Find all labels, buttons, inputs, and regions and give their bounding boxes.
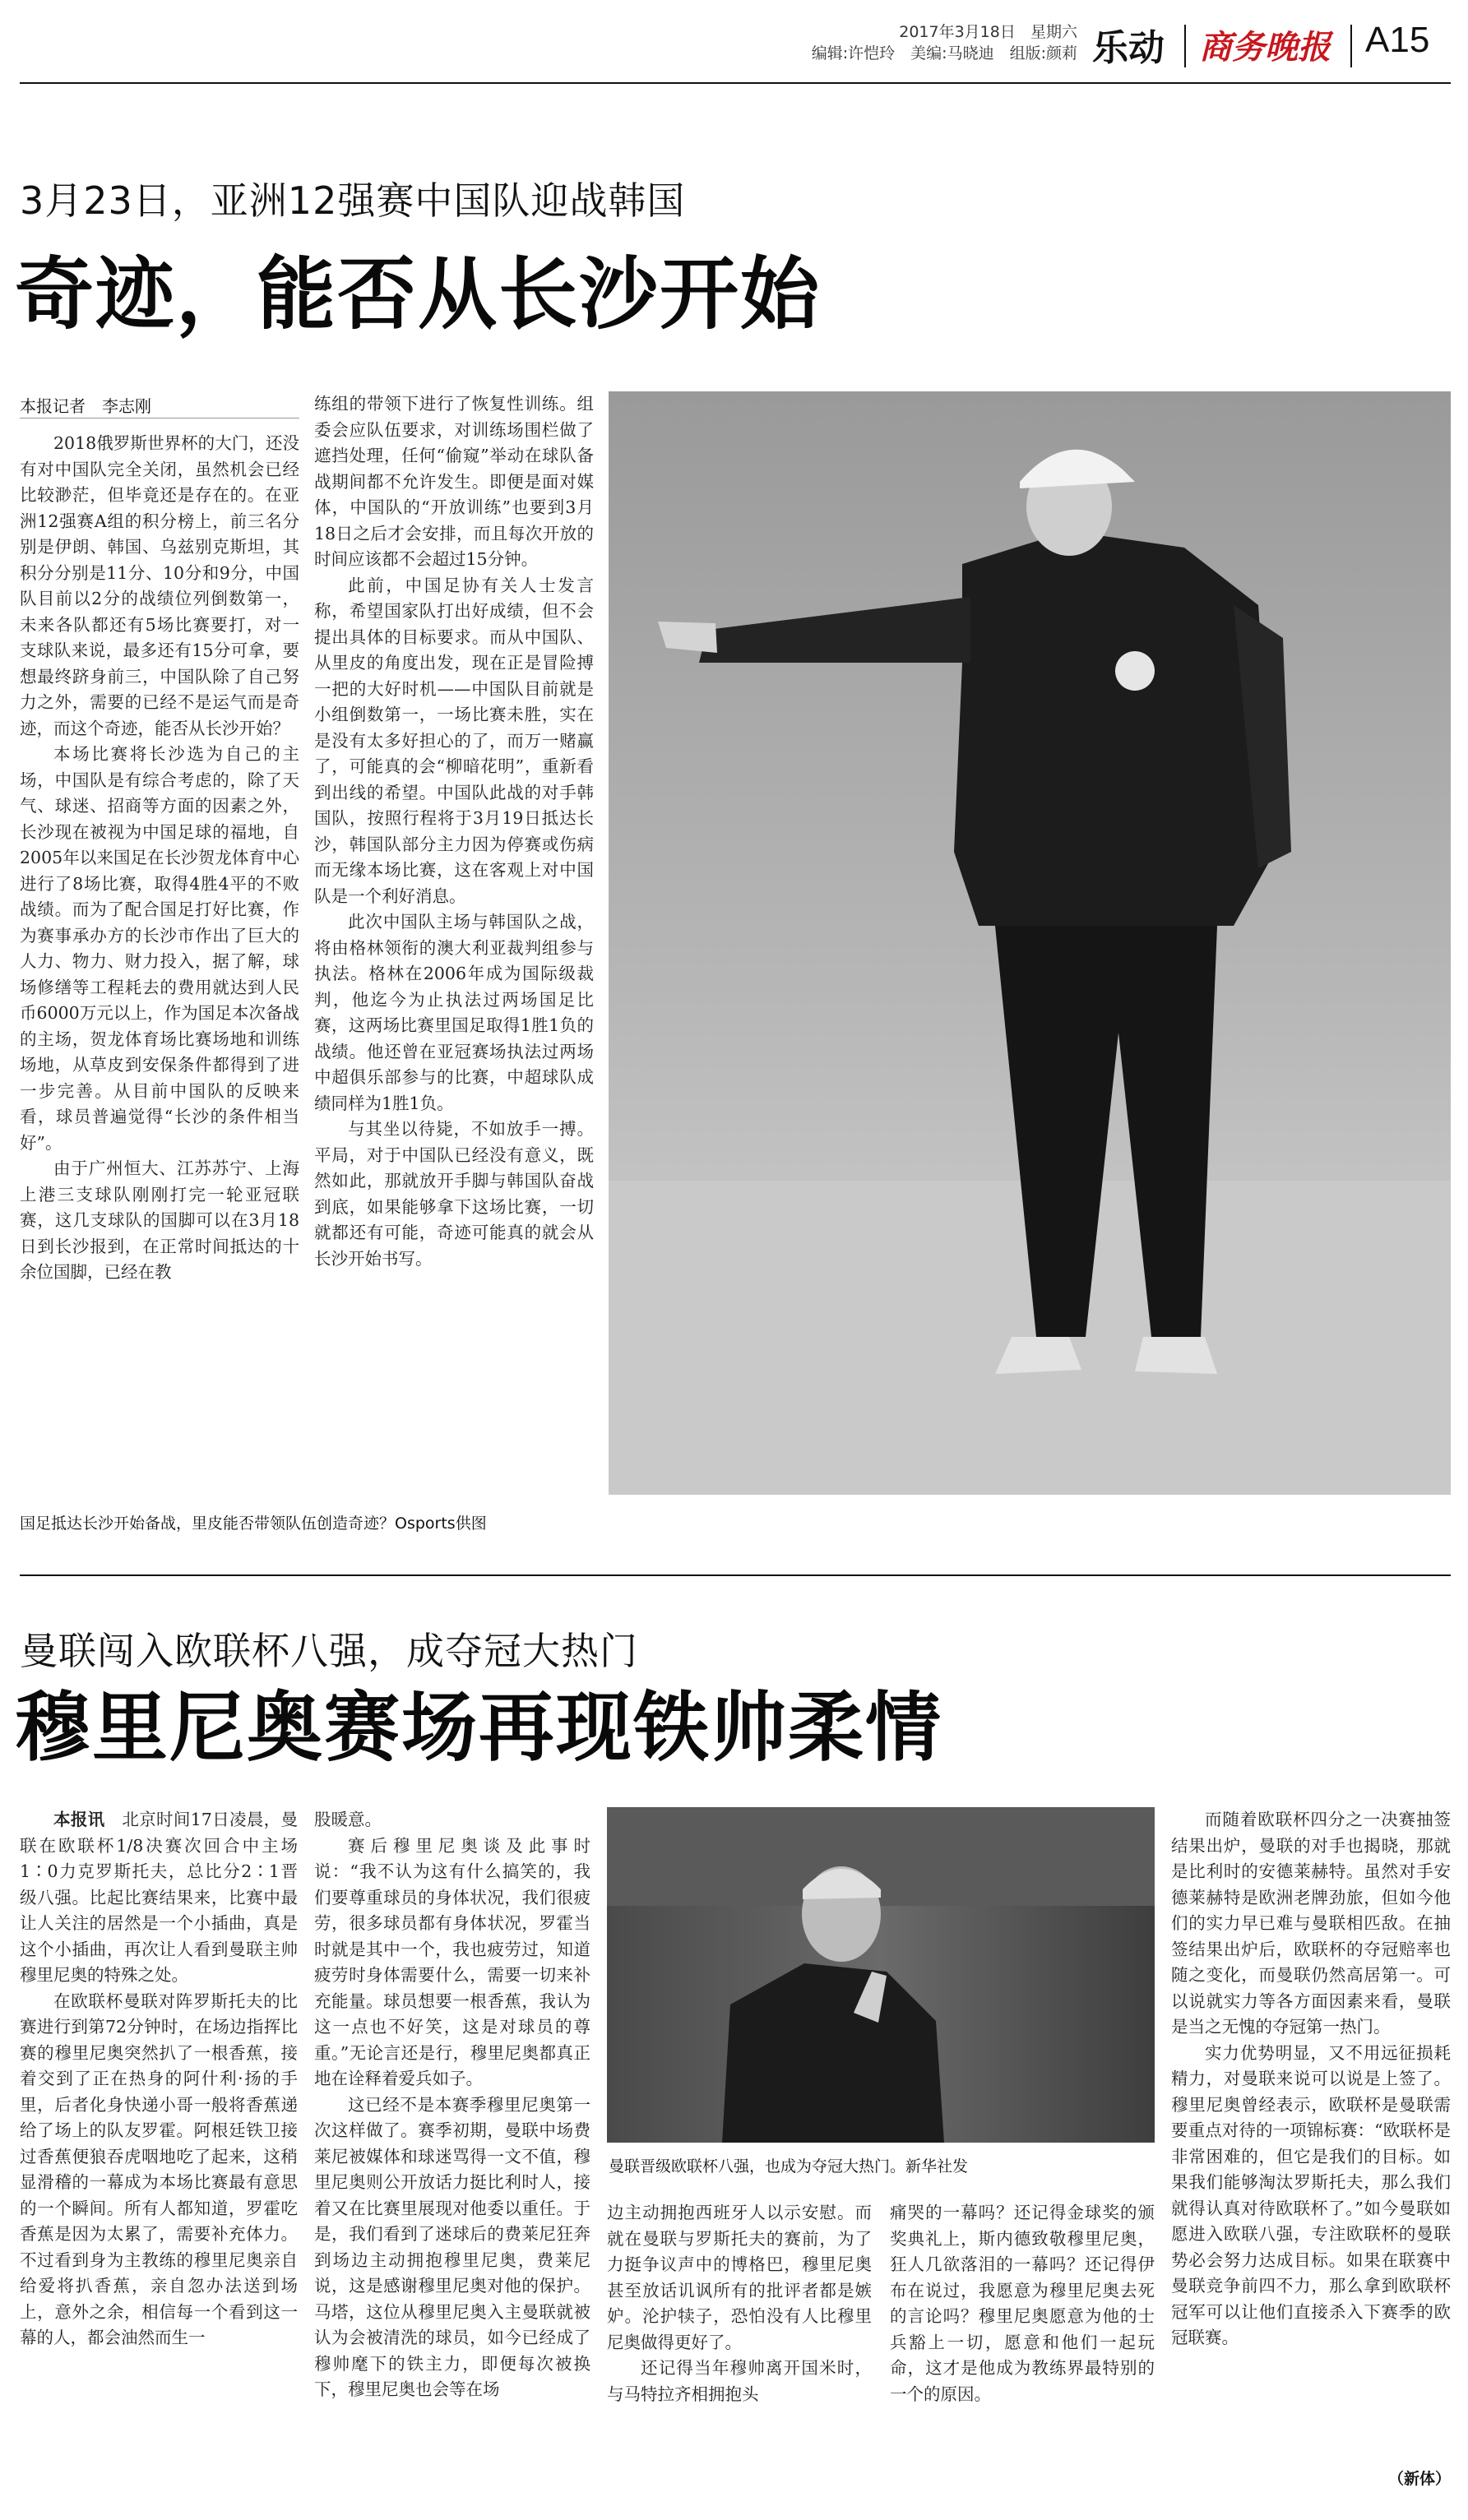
paragraph: 这已经不是本赛季穆里尼奥第一次这样做了。赛季初期，曼联中场费莱尼被媒体和球迷骂得一文不值，穆里尼奥则公开放话力挺比利时人，接着又在比赛里展现对他委以重任。于是，我们看到了迷球后的费莱尼狂奔到场边主动拥抱穆里尼奥，费莱尼说，这是感谢穆里尼奥对他的保护。马塔，这位从穆里尼奥入主曼联就被认为会被清洗的球员，如今已经成了穆帅麾下的铁主力，即便每次被换下，穆里尼奥也会等在场 <box>314 2094 590 2399</box>
issue-date: 2017年3月18日 <box>899 23 1016 41</box>
article2-column-4 <box>890 2200 1155 2407</box>
article1-column-2 <box>314 391 594 1272</box>
paragraph: 由于广州恒大、江苏苏宁、上海上港三支球队刚刚打完一轮亚冠联赛，这几支球队的国脚可以在3月18日到长沙报到，在正常时间抵达的十余位国脚，已经在教 <box>20 1158 299 1282</box>
paragraph: 此前，中国足协有关人士发言称，希望国家队打出好成绩，但不会提出具体的目标要求。而从中国队、从里皮的角度出发，现在正是冒险搏一把的大好时机——中国队目前就是小组倒数第一，一场比赛未胜，实在是没有太多好担心的了，而万一赌赢了，可能真的会“柳暗花明”，重新看到出线的希望。中国队此战的对手韩国队，按照行程将于3月19日抵达长沙，韩国队部分主力因为停赛或伤病而无缘本场比赛，这在客观上对中国队是一个利好消息。 <box>314 575 594 906</box>
article2-kicker: 曼联闯入欧联杯八强，成夺冠大热门 <box>20 1629 638 1673</box>
article2-credit: （新体） <box>1387 2470 1451 2488</box>
paragraph: 还记得当年穆帅离开国米时，与马特拉齐相拥抱头 <box>607 2358 872 2404</box>
paragraph: 本场比赛将长沙选为自己的主场，中国队是有综合考虑的，除了天气、球迷、招商等方面的因素之外，长沙现在被视为中国足球的福地，自2005年以来国足在长沙贺龙体育中心进行了8场比赛，取得4胜4平的不败战绩。而为了配合国足打好比赛，作为赛事承办方的长沙市作出了巨大的人力、物力、财力投入，据了解，球场修缮等工程耗去的费用就达到人民币6000万元以上，作为国足本次备战的主场，贺龙体育场比赛场地和训练场地，从草皮到安保条件都得到了进一步完善。从目前中国队的反映来看，球员普遍觉得“长沙的条件相当好”。 <box>20 744 299 1153</box>
lead-text: 北京时间17日凌晨，曼联在欧联杯1/8决赛次回合中主场1∶0力克罗斯托夫，总比分2∶1晋级八强。比起比赛结果来，比赛中最让人关注的居然是一个小插曲，真是这个小插曲，再次让人看到曼联主帅穆里尼奥的特殊之处。 <box>20 1810 299 1985</box>
section-name: 乐动 <box>1092 27 1165 69</box>
section-rule <box>20 1574 1451 1576</box>
paragraph: 痛哭的一幕吗？还记得金球奖的颁奖典礼上，斯内德致敬穆里尼奥，狂人几欲落泪的一幕吗？还记得伊布在说过，我愿意为穆里尼奥去死的言论吗？穆里尼奥愿意为他的士兵豁上一切，愿意和他们一起玩命，这才是他成为教练界最特别的一个的原因。 <box>890 2203 1155 2404</box>
mourinho-photo-image <box>607 1807 1155 2143</box>
header-divider <box>1350 25 1352 67</box>
article1-byline: 本报记者 李志刚 <box>20 396 151 416</box>
header-divider <box>1184 25 1186 67</box>
paragraph: 股暖意。 <box>314 1810 382 1829</box>
mourinho-photo-caption: 曼联晋级欧联杯八强，也成为夺冠大热门。新华社发 <box>609 2157 969 2176</box>
paragraph: 而随着欧联杯四分之一决赛抽签结果出炉，曼联的对手也揭晓，那就是比利时的安德莱赫特。虽然对手安德莱赫特是欧洲老牌劲旅，但如今他们的实力早已难与曼联相匹敌。在抽签结果出炉后，欧联杯的夺冠赔率也随之变化，而曼联仍然高居第一。可以说就实力等各方面因素来看，曼联是当之无愧的夺冠第一热门。 <box>1171 1810 1451 2037</box>
article2-column-3 <box>607 2200 872 2407</box>
header-rule <box>20 82 1451 84</box>
header-meta <box>781 21 1077 64</box>
coach-photo-image <box>609 391 1451 1495</box>
page-number: A15 <box>1365 20 1430 60</box>
paragraph: 边主动拥抱西班牙人以示安慰。而就在曼联与罗斯托夫的赛前，为了力挺争议声中的博格巴，穆里尼奥甚至放话讥讽所有的批评者都是嫉妒。沦护犊子，恐怕没有人比穆里尼奥做得更好了。 <box>607 2203 872 2352</box>
article1-column-1 <box>20 431 299 1286</box>
paragraph: 赛后穆里尼奥谈及此事时说：“我不认为这有什么搞笑的，我们要尊重球员的身体状况，我们很疲劳，很多球员都有身体状况，罗霍当时就是其中一个，我也疲劳过，知道疲劳时身体需要什么，需要一切来补充能量。球员想要一根香蕉，我认为这一点也不好笑，这是对球员的尊重。”无论言还是行，穆里尼奥都真正地在诠释着爱兵如子。 <box>314 1835 590 2088</box>
paragraph: 此次中国队主场与韩国队之战，将由格林领衔的澳大利亚裁判组参与执法。格林在2006年成为国际级裁判，他迄今为止执法过两场国足比赛，这两场比赛里国足取得1胜1负的战绩。他还曾在亚冠赛场执法过两场中超俱乐部参与的比赛，中超球队成绩同样为1胜1负。 <box>314 912 594 1113</box>
paragraph <box>20 1807 298 1989</box>
article2-column-2 <box>314 1807 590 2403</box>
paper-name: 商务晚报 <box>1199 28 1331 67</box>
article1-kicker: 3月23日，亚洲12强赛中国队迎战韩国 <box>20 178 686 223</box>
issue-weekday: 星期六 <box>1030 23 1077 41</box>
paragraph: 在欧联杯曼联对阵罗斯托夫的比赛进行到第72分钟时，在场边指挥比赛的穆里尼奥突然扒了一根香蕉，接着交到了正在热身的阿什利·扬的手里，后者化身快递小哥一般将香蕉递给了场上的队友罗霍。阿根廷铁卫接过香蕉便狼吞虎咽地吃了起来，这稍显滑稽的一幕成为本场比赛最有意思的一个瞬间。所有人都知道，罗霍吃香蕉是因为太累了，需要补充体力。不过看到身为主教练的穆里尼奥亲自给爱将扒香蕉，亲自忽办法送到场上，意外之余，相信每一个看到这一幕的人，都会油然而生一 <box>20 1991 298 2347</box>
article2-headline: 穆里尼奥赛场再现铁帅柔情 <box>15 1684 943 1772</box>
article1-headline: 奇迹，能否从长沙开始 <box>15 248 821 340</box>
editors-line: 编辑:许恺玲 美编:马晓迪 组版:颜莉 <box>811 44 1077 62</box>
lead-label: 本报讯 <box>53 1810 105 1829</box>
coach-photo-caption: 国足抵达长沙开始备战，里皮能否带领队伍创造奇迹？Osports供图 <box>20 1514 487 1533</box>
article2-column-1 <box>20 1807 298 2351</box>
article2-column-5 <box>1171 1807 1451 2351</box>
paragraph: 实力优势明显，又不用远征损耗精力，对曼联来说可以说是上签了。穆里尼奥曾经表示，欧联杯是曼联需要重点对待的一项锦标赛：“欧联杯是非常困难的，但它是我们的目标。如果我们能够淘汰罗斯托夫，那么我们就得认真对待欧联杯了。”如今曼联如愿进入欧联八强，专注欧联杯的曼联势必会努力达成目标。如果在联赛中曼联竞争前四不力，那么拿到欧联杯冠军可以让他们直接杀入下赛季的欧冠联赛。 <box>1171 2042 1451 2347</box>
coach-photo <box>609 391 1451 1495</box>
paragraph: 2018俄罗斯世界杯的大门，还没有对中国队完全关闭，虽然机会已经比较渺茫，但毕竟还是存在的。在亚洲12强赛A组的积分榜上，前三名分别是伊朗、韩国、乌兹别克斯坦，其积分分别是11分、10分和9分，中国队目前以2分的战绩位列倒数第一，未来各队都还有5场比赛要打，对一支球队来说，最多还有15分可拿，要想最终跻身前三，中国队除了自己努力之外，需要的已经不是运气而是奇迹，而这个奇迹，能否从长沙开始？ <box>20 433 299 738</box>
paragraph: 练组的带领下进行了恢复性训练。组委会应队伍要求，对训练场围栏做了遮挡处理，任何“偷窥”举动在球队备战期间都不允许发生。即便是面对媒体，中国队的“开放训练”也要到3月18日之后才会安排，而且每次开放的时间应该都不会超过15分钟。 <box>314 394 594 569</box>
mourinho-photo <box>607 1807 1155 2143</box>
paragraph: 与其坐以待毙，不如放手一搏。平局，对于中国队已经没有意义，既然如此，那就放开手脚与韩国队奋战到底，如果能够拿下这场比赛，一切就都还有可能，奇迹可能真的就会从长沙开始书写。 <box>314 1119 594 1269</box>
